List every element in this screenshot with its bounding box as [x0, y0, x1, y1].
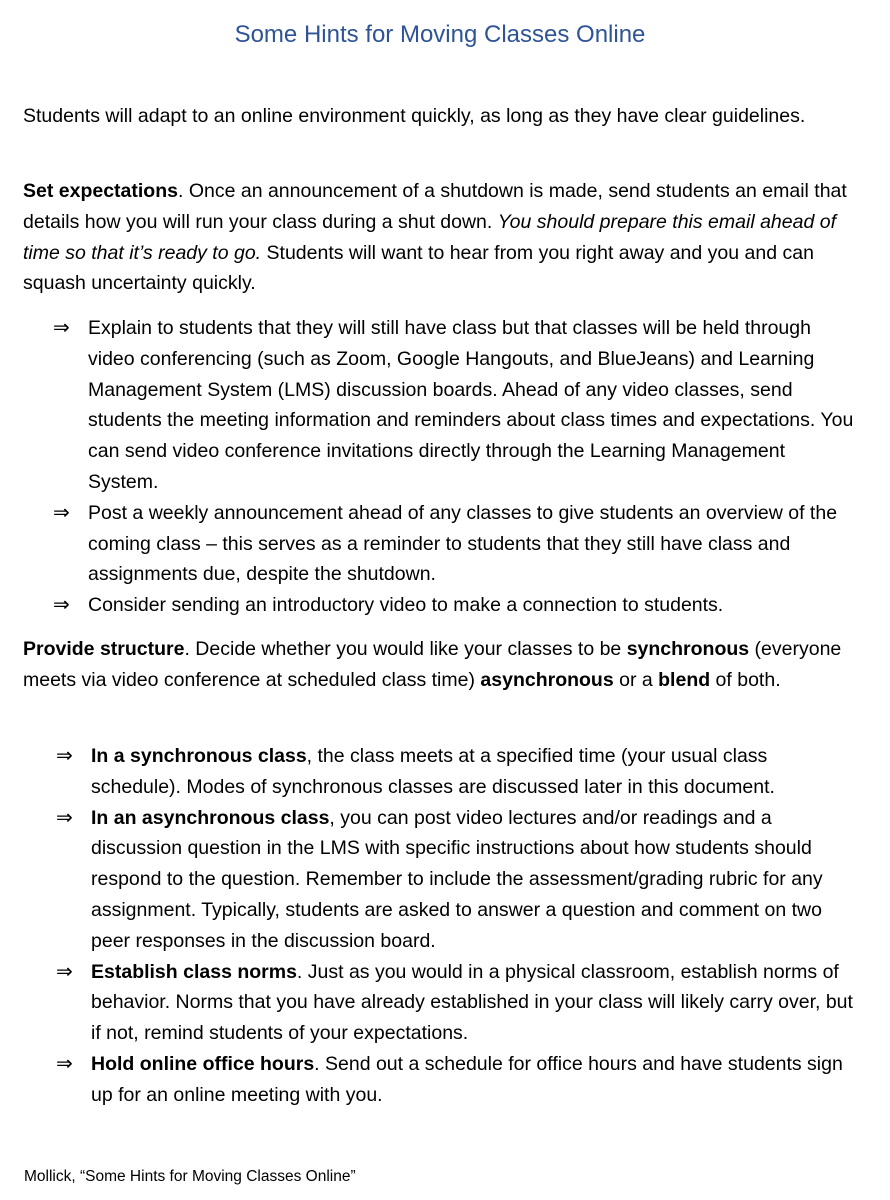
bullet-text: Post a weekly announcement ahead of any classes to give students an overview of the coming class – this serves as a reminder to students that they still have class and assignments due, despite the shutdown.: [88, 501, 838, 586]
bullet-text: Explain to students that they will still have class but that classes will be held through video conferencing (such as Zoom, Google Hangouts, and BlueJeans) and Learning Management System (LMS) discussion boards. Ahead of any video classes, send students the meeting information and reminders about class times and expectations. You can send video conference invitations directly through the Learning Management System.: [88, 317, 854, 493]
list-item: [0, 957, 856, 1049]
arrow-icon: ⇒: [53, 317, 70, 339]
set-expectations-text-1: . Once an announcement of a shutdown is made, send students an email that details how you will run your class during a shut down.: [23, 180, 847, 233]
blend-term: blend: [658, 668, 711, 691]
bullet-heading: Establish class norms: [91, 960, 297, 983]
asynchronous-term: asynchronous: [480, 668, 614, 691]
list-item: [0, 803, 856, 957]
provide-structure-text-3: or a: [613, 668, 659, 691]
list-item: [0, 498, 856, 590]
bullet-text: . Send out a schedule for office hours and have students sign up for an online meeting with you.: [91, 1052, 843, 1106]
bullet-heading: In a synchronous class: [91, 745, 307, 767]
bullet-text: Consider sending an introductory video to make a connection to students.: [88, 594, 724, 617]
bullet-text: , the class meets at a specified time (your usual class schedule). Modes of synchronous classes are discussed later in this document.: [91, 745, 775, 798]
expectations-bullet-list: [0, 313, 856, 621]
set-expectations-text-2: Students will want to hear from you right away and you and can squash uncertainty quickly.: [23, 241, 814, 295]
provide-structure-text-1: . Decide whether you would like your classes to be: [184, 638, 627, 660]
arrow-icon: ⇒: [56, 745, 73, 767]
intro-paragraph: Students will adapt to an online environment quickly, as long as they have clear guidelines.: [23, 105, 806, 127]
bullet-text: . Just as you would in a physical classroom, establish norms of behavior. Norms that you have already established in your class will likely carry over, but if not, remind students of your expectations.: [91, 960, 853, 1045]
list-item: [0, 1049, 856, 1111]
bullet-text: , you can post video lectures and/or readings and a discussion question in the LMS with specific instructions about how students should respond to the question. Remember to include the assessment/grading rubric for any assignment. Typically, students are asked to answer a question and comment on two peer responses in the discussion board.: [91, 806, 823, 952]
set-expectations-paragraph: [23, 176, 859, 299]
arrow-icon: ⇒: [53, 594, 70, 617]
footer-citation: Mollick, “Some Hints for Moving Classes Online”: [24, 1168, 356, 1185]
arrow-icon: ⇒: [53, 501, 70, 524]
document-title: Some Hints for Moving Classes Online: [234, 21, 646, 48]
list-item: [0, 590, 856, 621]
arrow-icon: ⇒: [56, 1052, 73, 1075]
list-item: [0, 313, 856, 498]
provide-structure-heading: Provide structure: [23, 638, 185, 660]
provide-structure-text-2: (everyone meets via video conference at scheduled class time): [23, 638, 842, 691]
arrow-icon: ⇒: [56, 960, 73, 983]
bullet-heading: Hold online office hours: [91, 1052, 315, 1075]
provide-structure-text-4: of both.: [710, 668, 781, 691]
structure-bullet-list: [0, 741, 856, 1111]
set-expectations-heading: Set expectations: [23, 180, 178, 202]
set-expectations-italic: You should prepare this email ahead of time so that it’s ready to go.: [23, 210, 836, 264]
bullet-heading: In an asynchronous class: [91, 806, 330, 829]
list-item: [0, 741, 856, 803]
synchronous-term: synchronous: [626, 638, 750, 660]
provide-structure-paragraph: [23, 634, 859, 696]
arrow-icon: ⇒: [56, 806, 73, 829]
